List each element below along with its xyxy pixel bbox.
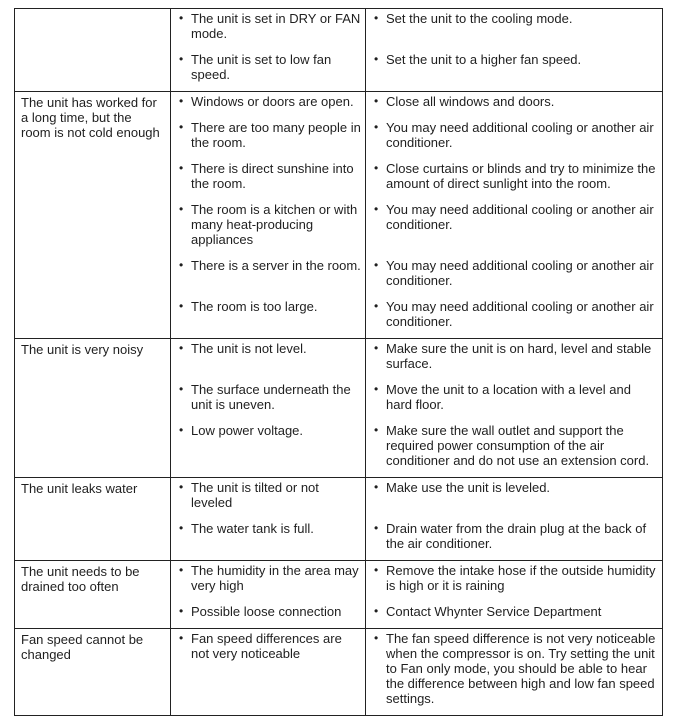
cause-text: The surface underneath the unit is uneven. (191, 382, 351, 412)
bullet-icon: • (374, 631, 379, 645)
cause-cell (171, 256, 366, 297)
bullet-icon: • (374, 120, 379, 134)
solution-bullet-item (372, 382, 658, 412)
solution-cell (366, 421, 663, 478)
cause-bullet-item (177, 299, 361, 314)
troubleshooting-table (14, 8, 663, 716)
solution-cell (366, 9, 663, 51)
cause-bullet-item (177, 52, 361, 82)
solution-cell (366, 339, 663, 381)
bullet-icon: • (374, 604, 379, 618)
cause-text: There is direct sunshine into the room. (191, 161, 354, 191)
cause-cell (171, 339, 366, 381)
cause-cell (171, 380, 366, 421)
cause-text: The room is a kitchen or with many heat-producing appliances (191, 202, 358, 247)
solution-text: You may need additional cooling or another air conditioner. (386, 202, 654, 232)
bullet-icon: • (179, 521, 184, 535)
cause-text: Low power voltage. (191, 423, 304, 438)
solution-text: Set the unit to a higher fan speed. (386, 52, 582, 67)
cause-text: Possible loose connection (191, 604, 342, 619)
solution-cell (366, 561, 663, 603)
table-row (15, 629, 663, 716)
solution-bullet-item (372, 299, 658, 329)
bullet-icon: • (179, 604, 184, 618)
solution-bullet-item (372, 604, 658, 619)
problem-cell: The unit needs to be drained too often (15, 561, 171, 629)
solution-bullet-item (372, 258, 658, 288)
cause-bullet-item (177, 563, 361, 593)
solution-bullet-item (372, 521, 658, 551)
bullet-icon: • (179, 341, 184, 355)
table-row (15, 339, 663, 381)
solution-cell (366, 118, 663, 159)
solution-bullet-item (372, 120, 658, 150)
solution-text: Make sure the wall outlet and support the required power consumption of the air conditioner and do not use an extension cord. (386, 423, 650, 468)
bullet-icon: • (374, 341, 379, 355)
solution-cell (366, 380, 663, 421)
bullet-icon: • (179, 94, 184, 108)
bullet-icon: • (179, 480, 184, 494)
cause-bullet-item (177, 94, 361, 109)
solution-text: Contact Whynter Service Department (386, 604, 602, 619)
cause-text: Windows or doors are open. (191, 94, 354, 109)
cause-bullet-item (177, 161, 361, 191)
solution-text: Drain water from the drain plug at the back of the air conditioner. (386, 521, 647, 551)
bullet-icon: • (179, 382, 184, 396)
bullet-icon: • (179, 161, 184, 175)
cause-bullet-item (177, 480, 361, 510)
cause-text: There are too many people in the room. (191, 120, 361, 150)
cause-bullet-item (177, 120, 361, 150)
cause-text: The water tank is full. (191, 521, 314, 536)
cause-cell (171, 519, 366, 561)
solution-cell (366, 92, 663, 119)
bullet-icon: • (179, 563, 184, 577)
solution-cell (366, 297, 663, 339)
solution-text: Remove the intake hose if the outside humidity is high or it is raining (386, 563, 656, 593)
bullet-icon: • (374, 161, 379, 175)
problem-cell: The unit has worked for a long time, but the room is not cold enough (15, 92, 171, 339)
solution-text: Make use the unit is leveled. (386, 480, 551, 495)
bullet-icon: • (374, 258, 379, 272)
cause-cell (171, 602, 366, 629)
cause-bullet-item (177, 423, 361, 438)
solution-text: Close curtains or blinds and try to minimize the amount of direct sunlight into the room. (386, 161, 656, 191)
solution-text: Close all windows and doors. (386, 94, 555, 109)
cause-bullet-item (177, 11, 361, 41)
bullet-icon: • (374, 480, 379, 494)
solution-text: The fan speed difference is not very noticeable when the compressor is on. Try setting the unit to Fan only mode, you should be able to hear the difference between high and low fan speed settings. (386, 631, 656, 706)
solution-bullet-item (372, 341, 658, 371)
bullet-icon: • (179, 120, 184, 134)
table-row (15, 92, 663, 119)
cause-cell (171, 92, 366, 119)
cause-cell (171, 9, 366, 51)
solution-text: You may need additional cooling or another air conditioner. (386, 299, 654, 329)
solution-text: Set the unit to the cooling mode. (386, 11, 573, 26)
solution-bullet-item (372, 52, 658, 67)
bullet-icon: • (374, 521, 379, 535)
cause-text: The unit is tilted or not leveled (191, 480, 319, 510)
cause-cell (171, 478, 366, 520)
bullet-icon: • (179, 423, 184, 437)
cause-text: The unit is not level. (191, 341, 307, 356)
bullet-icon: • (374, 563, 379, 577)
bullet-icon: • (374, 423, 379, 437)
solution-bullet-item (372, 11, 658, 26)
troubleshooting-table-body (15, 9, 663, 716)
cause-cell (171, 50, 366, 92)
bullet-icon: • (374, 202, 379, 216)
cause-text: Fan speed differences are not very noticeable (191, 631, 342, 661)
cause-bullet-item (177, 521, 361, 536)
cause-bullet-item (177, 631, 361, 661)
cause-text: The unit is set in DRY or FAN mode. (191, 11, 361, 41)
table-row (15, 561, 663, 603)
cause-text: The room is too large. (191, 299, 318, 314)
solution-cell (366, 602, 663, 629)
problem-cell (15, 9, 171, 92)
bullet-icon: • (374, 94, 379, 108)
problem-cell: The unit is very noisy (15, 339, 171, 478)
cause-bullet-item (177, 382, 361, 412)
solution-cell (366, 200, 663, 256)
problem-cell: Fan speed cannot be changed (15, 629, 171, 716)
solution-cell (366, 519, 663, 561)
solution-bullet-item (372, 563, 658, 593)
cause-cell (171, 297, 366, 339)
solution-cell (366, 629, 663, 716)
cause-cell (171, 561, 366, 603)
bullet-icon: • (179, 299, 184, 313)
cause-cell (171, 629, 366, 716)
solution-cell (366, 50, 663, 92)
cause-cell (171, 421, 366, 478)
bullet-icon: • (179, 52, 184, 66)
cause-text: There is a server in the room. (191, 258, 361, 273)
bullet-icon: • (179, 631, 184, 645)
cause-cell (171, 200, 366, 256)
solution-cell (366, 256, 663, 297)
cause-text: The humidity in the area may very high (191, 563, 359, 593)
solution-bullet-item (372, 423, 658, 468)
solution-bullet-item (372, 94, 658, 109)
table-row (15, 478, 663, 520)
cause-bullet-item (177, 604, 361, 619)
table-row (15, 9, 663, 51)
bullet-icon: • (179, 11, 184, 25)
solution-text: You may need additional cooling or another air conditioner. (386, 120, 654, 150)
solution-text: Make sure the unit is on hard, level and stable surface. (386, 341, 652, 371)
bullet-icon: • (179, 202, 184, 216)
solution-cell (366, 478, 663, 520)
solution-text: Move the unit to a location with a level and hard floor. (386, 382, 631, 412)
bullet-icon: • (374, 299, 379, 313)
bullet-icon: • (374, 11, 379, 25)
solution-cell (366, 159, 663, 200)
bullet-icon: • (374, 382, 379, 396)
solution-bullet-item (372, 161, 658, 191)
cause-bullet-item (177, 258, 361, 273)
cause-bullet-item (177, 341, 361, 356)
solution-bullet-item (372, 631, 658, 706)
problem-cell: The unit leaks water (15, 478, 171, 561)
solution-bullet-item (372, 480, 658, 495)
cause-text: The unit is set to low fan speed. (191, 52, 332, 82)
bullet-icon: • (374, 52, 379, 66)
cause-cell (171, 159, 366, 200)
solution-text: You may need additional cooling or another air conditioner. (386, 258, 654, 288)
solution-bullet-item (372, 202, 658, 232)
cause-cell (171, 118, 366, 159)
cause-bullet-item (177, 202, 361, 247)
bullet-icon: • (179, 258, 184, 272)
